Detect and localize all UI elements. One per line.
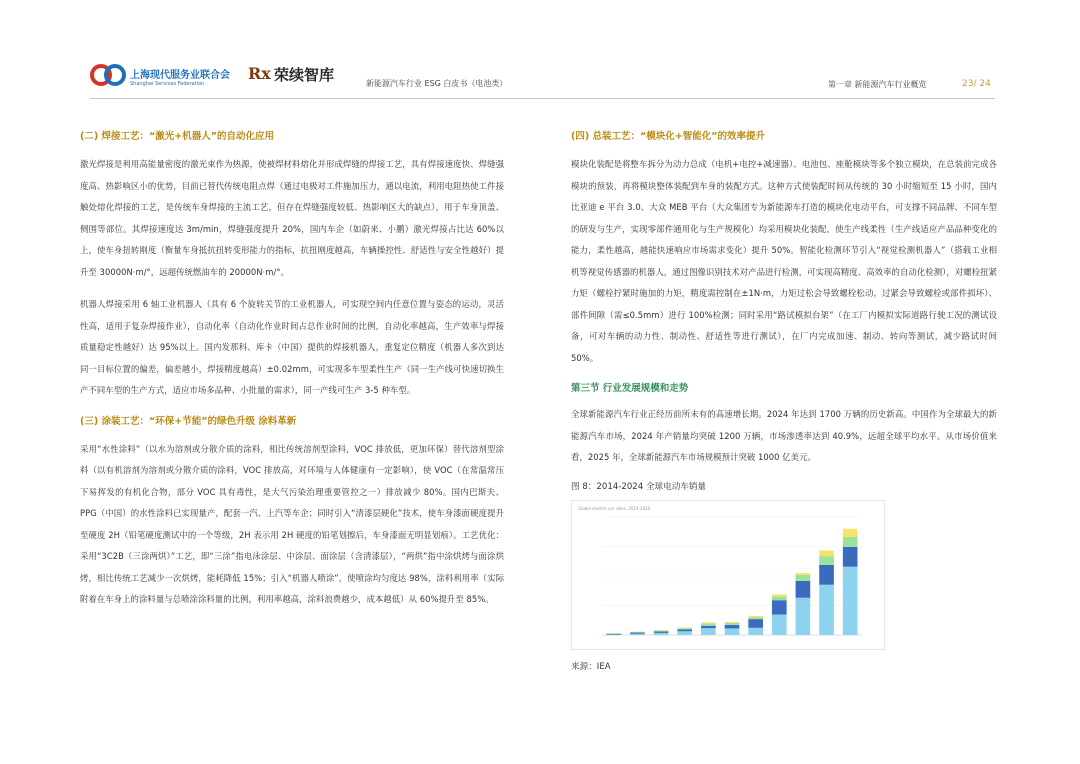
bar-2024-europe bbox=[843, 546, 858, 566]
paragraph-painting: 采用“水性涂料”（以水为溶剂或分散介质的涂料，相比传统溶剂型涂料，VOC 排放低，更加环保）替代溶剂型涂料（以有机溶剂为溶剂或分散介质的涂料，VOC 排放高，对环境与人体健康有一定影响），使 VOC（在常温常压下易挥发的有机化合物，部分 VOC 具有毒性，是大气污染治理重要管控之一）排放减少 80%。国内巴斯夫、PPG（中国）的水性涂料已实现量产，配套一汽、上汽等车企；同时引入“清漆层硬化”技术，使车身漆面硬度提升至硬度 2H（铅笔硬度测试中的一个等级，2H 表示用 2H 硬度的铅笔划擦后，车身漆面无明显划痕）。工艺优化：采用“3C2B（三涂两烘）”工艺，即“三涂”指电泳涂层、中涂层、面涂层（含清漆层），“两烘”指中涂烘烤与面涂烘烤，相比传统工艺减少一次烘烤，能耗降低 15%；引入“机器人喷涂”，使喷涂均匀度达 98%，涂料利用率（实际附着在车身上的涂料量与总喷涂涂料量的比例，利用率越高，涂料浪费越少，成本越低）从 60%提升至 85%。 bbox=[80, 443, 504, 604]
bar-2021-china bbox=[772, 614, 787, 634]
paragraph-market-scale: 全球新能源汽车行业正经历前所未有的高速增长期。2024 年达到 1700 万辆的历史新高。中国作为全球最大的新能源汽车市场，2024 年产销量均突破 1200 万辆，市场渗透率达到 40.9%，远超全球平均水平。从市场价值来看，2025 年，全球新能源汽车市场规模预计突破 1000 亿美元。 bbox=[571, 409, 997, 462]
figure-title: 图 8：2014-2024 全球电动车销量 bbox=[571, 481, 707, 492]
document-title: 新能源汽车行业 ESG 白皮书（电池类） bbox=[366, 79, 508, 88]
rx-logo-icon: Rx bbox=[248, 64, 271, 83]
paragraph-robot-welding: 机器人焊接采用 6 轴工业机器人（具有 6 个旋转关节的工业机器人，可实现空间内任意位置与姿态的运动，灵活性高，适用于复杂焊接作业），自动化率（自动化作业时间占总作业时间的比例，自动化率越高，生产效率与焊接质量稳定性越好）达 95%以上。国内发那科、库卡（中国）提供的焊接机器人，重复定位精度（机器人多次到达同一目标位置的偏差，偏差越小，焊接精度越高）±0.02mm，可实现多车型柔性生产（同一生产线可快速切换生产不同车型的生产方式，适应市场多品种、小批量的需求），同一产线可生产 3-5 种车型。 bbox=[80, 299, 504, 395]
section-painting-title: (三) 涂装工艺：“环保+节能”的绿色升级 涂料革新 bbox=[80, 415, 297, 427]
bar-2016-united-states bbox=[654, 630, 669, 631]
bar-2014-europe bbox=[606, 633, 621, 634]
bar-2016-europe bbox=[654, 631, 669, 632]
section-welding-title: (二) 焊接工艺：“激光+机器人”的自动化应用 bbox=[80, 131, 274, 142]
org-name-cn: 上海现代服务业联合会 bbox=[130, 70, 230, 81]
chart-inner-title: Global electric car sales, 2014-2024 bbox=[578, 505, 651, 511]
bar-2019-other bbox=[725, 621, 740, 622]
section-industry-scale-title: 第三节 行业发展规模和走势 bbox=[571, 383, 689, 394]
bar-2021-europe bbox=[772, 600, 787, 614]
page-header bbox=[90, 62, 995, 102]
bar-2017-united-states bbox=[677, 628, 692, 629]
bar-2018-china bbox=[701, 628, 716, 635]
bar-2021-other bbox=[772, 594, 787, 596]
brand-name: 荣续智库 bbox=[274, 66, 335, 84]
bar-2015-europe bbox=[630, 632, 645, 633]
left-column bbox=[80, 128, 504, 622]
bar-2015-united-states bbox=[630, 631, 645, 632]
page-number: 23/ 24 bbox=[962, 79, 991, 89]
bar-2022-europe bbox=[796, 580, 811, 597]
bar-2024-china bbox=[843, 566, 858, 634]
bar-2020-china bbox=[748, 627, 763, 634]
paragraph-laser-welding: 激光焊接是利用高能量密度的激光束作为热源，使被焊材料熔化并形成焊缝的焊接工艺，具有焊接速度快、焊缝强度高、热影响区小的优势，目前已替代传统电阻点焊（通过电极对工件施加压力，通以电流，利用电阻热使工件接触处熔化焊接的工艺，是传统车身焊接的主流工艺，但存在焊缝强度较低、热影响区大的缺点），用于车身顶盖、侧围等部位。其焊接速度达 3m/min，焊缝强度提升 20%，国内车企（如蔚来、小鹏）激光焊接占比达 60%以上，使车身扭转刚度（衡量车身抵抗扭转变形能力的指标，抗扭刚度越高，车辆操控性、舒适性与安全性越好）提升至 30000N·m/°，远超传统燃油车的 20000N·m/°。 bbox=[80, 159, 504, 277]
bar-2023-europe bbox=[819, 564, 834, 584]
bar-2024-united-states bbox=[843, 536, 858, 546]
bar-2018-europe bbox=[701, 625, 716, 627]
bar-2019-china bbox=[725, 628, 740, 635]
bar-2021-united-states bbox=[772, 596, 787, 600]
chart-plot bbox=[572, 501, 884, 649]
org-name-en: Shanghai Services Federation bbox=[130, 81, 205, 87]
bar-2017-other bbox=[677, 627, 692, 628]
bar-2018-united-states bbox=[701, 623, 716, 625]
bar-2018-other bbox=[701, 622, 716, 623]
bar-2022-other bbox=[796, 572, 811, 574]
bar-2017-china bbox=[677, 631, 692, 635]
bar-2024-other bbox=[843, 528, 858, 536]
header-divider bbox=[90, 98, 995, 99]
bar-2023-other bbox=[819, 550, 834, 556]
bar-2019-united-states bbox=[725, 622, 740, 624]
federation-logo-icon bbox=[90, 62, 130, 88]
bar-2020-united-states bbox=[748, 617, 763, 619]
bar-2017-europe bbox=[677, 629, 692, 631]
bar-2019-europe bbox=[725, 624, 740, 627]
paragraph-assembly: 模块化装配是将整车拆分为动力总成（电机+电控+减速器）、电池包、座舱模块等多个独立模块，在总装前完成各模块的预装，再将模块整体装配到车身的装配方式。这种方式使装配时间从传统的 30 小时缩短至 15 小时，国内比亚迪 e 平台 3.0、大众 MEB 平台（大众集团专为新能源车打造的模块化电动平台，可支撑不同品牌、不同车型的研发与生产，实现零部件通用化与生产规模化）均采用模块化装配，使生产线柔性（生产线适应产品品种变化的能力，柔性越高，越能快速响应市场需求变化）提升 50%。智能化检测环节引入“视觉检测机器人”（搭载工业相机等视觉传感器的机器人，通过图像识别技术对产品进行检测，可实现高精度、高效率的自动化检测），对螺栓扭紧力矩（螺栓拧紧时施加的力矩，精度需控制在±1N·m，力矩过松会导致螺栓松动，过紧会导致螺栓或部件损坏）、部件间隙（需≤0.5mm）进行 100%检测；同时采用“路试模拟台架”（在工厂内模拟实际道路行驶工况的测试设备，可对车辆的动力性、制动性、舒适性等进行测试），在厂内完成加速、制动、转向等测试，减少路试时间 50%。 bbox=[571, 159, 997, 363]
bar-2022-united-states bbox=[796, 574, 811, 580]
bar-2020-europe bbox=[748, 619, 763, 628]
right-column bbox=[571, 128, 997, 672]
figure-source: 来源：IEA bbox=[571, 661, 611, 672]
bar-2023-china bbox=[819, 584, 834, 634]
bar-2022-china bbox=[796, 597, 811, 634]
chapter-title: 第一章 新能源汽车行业概览 bbox=[828, 80, 927, 89]
ev-sales-chart bbox=[571, 500, 885, 650]
bar-2023-united-states bbox=[819, 556, 834, 565]
section-assembly-title: (四) 总装工艺：“模块化+智能化”的效率提升 bbox=[571, 131, 765, 142]
bar-2014-united-states bbox=[606, 633, 621, 634]
bar-2020-other bbox=[748, 616, 763, 617]
bar-2016-china bbox=[654, 632, 669, 634]
bar-2015-china bbox=[630, 633, 645, 634]
